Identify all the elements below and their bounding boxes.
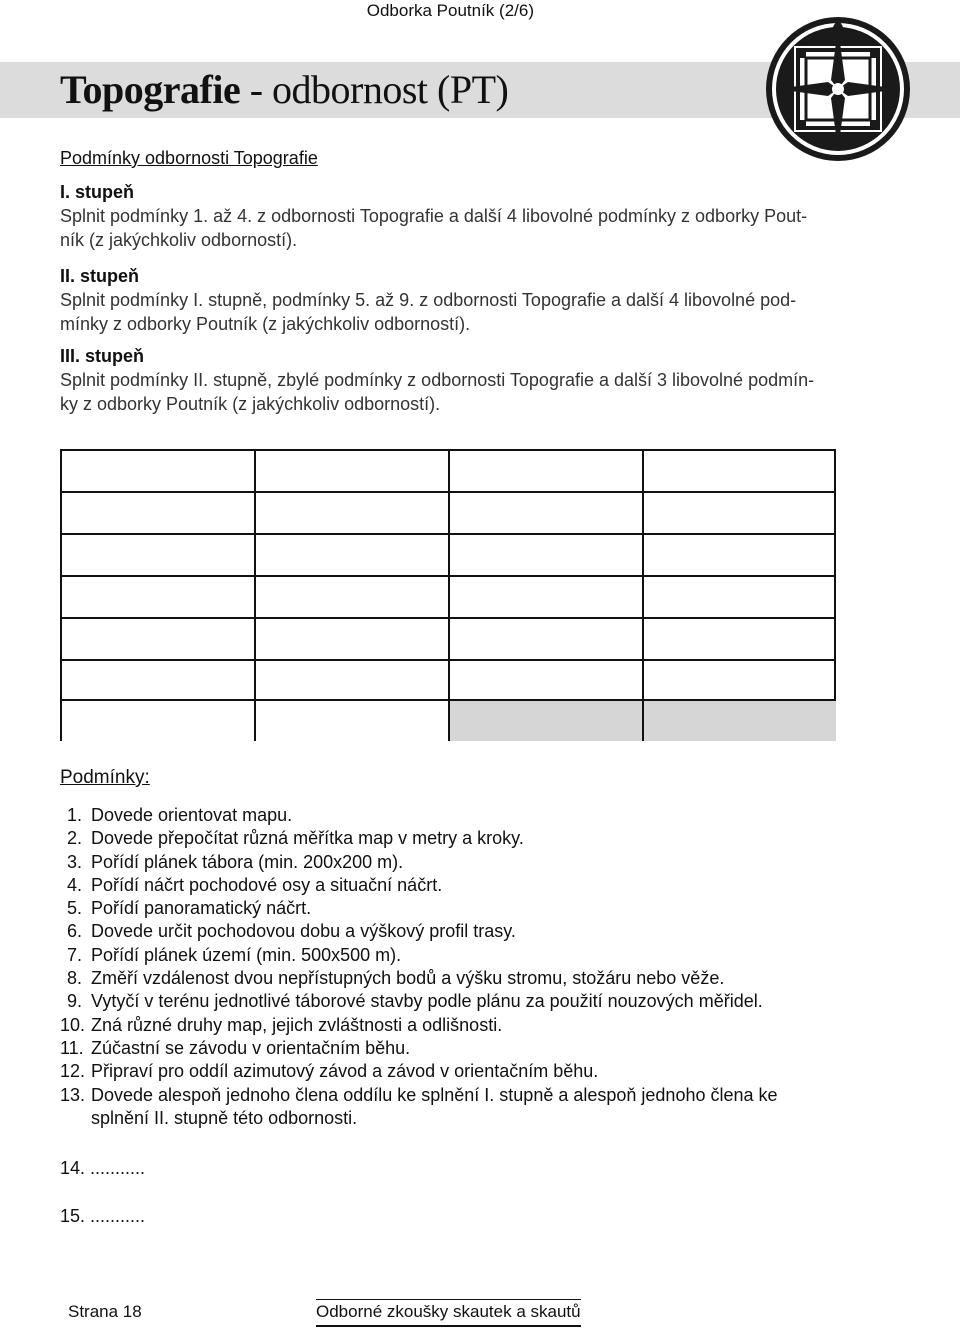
level-3-line: ky z odborky Poutník (z jakýchkoliv odborností). — [60, 394, 441, 414]
grid-cell — [62, 661, 256, 701]
conditions-heading: Podmínky: — [60, 767, 150, 788]
page-number: Strana 18 — [68, 1302, 142, 1321]
grid-cell — [62, 535, 256, 577]
grid-cell — [256, 535, 450, 577]
level-3-line: Splnit podmínky II. stupně, zbylé podmínky z odbornosti Topografie a další 3 libovolné podmín- — [60, 370, 815, 390]
grid-cell — [62, 619, 256, 661]
condition-item: 6. Dovede určit pochodovou dobu a výškový profil trasy. — [66, 921, 516, 942]
condition-item: 1. Dovede orientovat mapu. — [66, 805, 293, 825]
condition-item: 12. Připraví pro oddíl azimutový závod a závod v orientačním běhu. — [60, 1061, 599, 1082]
grid-cell — [644, 577, 836, 619]
book-title: Odborné zkoušky skautek a skautů — [316, 1301, 581, 1327]
level-2 — [60, 264, 840, 336]
level-1 — [60, 180, 840, 252]
extra-condition-14: 14. ........... — [60, 1158, 146, 1178]
grid-cell — [644, 619, 836, 661]
grid-cell — [62, 493, 256, 535]
level-2-line: Splnit podmínky I. stupně, podmínky 5. až 9. z odbornosti Topografie a další 4 libovolné pod- — [60, 290, 797, 310]
grid-cell — [62, 451, 256, 493]
scout-compass-emblem-icon — [760, 14, 916, 164]
condition-item: 9. Vytyčí v terénu jednotlivé táborové stavby podle plánu za použití nouzových měřidel. — [66, 991, 763, 1012]
grid-cell — [256, 619, 450, 661]
grid-cell — [256, 661, 450, 701]
signature-grid — [60, 449, 836, 741]
condition-item: 8. Změří vzdálenost dvou nepřístupných bodů a výšku stromu, stožáru nebo věže. — [66, 968, 725, 989]
grid-cell — [450, 493, 644, 535]
grid-cell — [450, 535, 644, 577]
condition-item: 2. Dovede přepočítat různá měřítka map v metry a kroky. — [66, 828, 524, 849]
grid-cell — [450, 661, 644, 701]
condition-item: 13. Dovede alespoň jednoho člena oddílu ke splnění I. stupně a alespoň jednoho člena ke splnění II. stupně této odbornosti. — [60, 1084, 778, 1128]
condition-item: 4. Pořídí náčrt pochodové osy a situační náčrt. — [66, 874, 443, 895]
level-2-line: mínky z odborky Poutník (z jakýchkoliv odborností). — [60, 314, 471, 334]
condition-item: 10. Zná různé druhy map, jejich zvláštnosti a odlišnosti. — [60, 1014, 503, 1035]
grid-cell — [450, 619, 644, 661]
grid-cell — [256, 493, 450, 535]
section-heading-link: Podmínky odbornosti Topografie — [60, 148, 318, 168]
title-bold: Topografie — [60, 67, 241, 112]
grid-cell — [644, 493, 836, 535]
level-1-heading: I. stupeň — [60, 182, 135, 202]
extra-condition-15: 15. ........... — [60, 1206, 146, 1226]
grid-cell-shaded — [644, 701, 836, 741]
condition-item: 7. Pořídí plánek území (min. 500x500 m). — [66, 944, 402, 965]
grid-cell — [644, 661, 836, 701]
running-header: Odborka Poutník (2/6) — [366, 1, 534, 20]
level-2-heading: II. stupeň — [60, 266, 140, 286]
level-3 — [60, 344, 840, 416]
condition-item: 3. Pořídí plánek tábora (min. 200x200 m). — [66, 851, 404, 872]
page-title — [60, 64, 508, 116]
grid-cell-shaded — [450, 701, 644, 741]
grid-cell — [62, 577, 256, 619]
condition-item: 5. Pořídí panoramatický náčrt. — [66, 898, 312, 919]
level-3-heading: III. stupeň — [60, 346, 145, 366]
title-rest: - odbornost (PT) — [240, 67, 509, 112]
level-1-line: Splnit podmínky 1. až 4. z odbornosti Topografie a další 4 libovolné podmínky z odborky Pout- — [60, 206, 808, 226]
conditions-list — [60, 804, 840, 1130]
grid-cell — [450, 577, 644, 619]
grid-cell — [256, 451, 450, 493]
grid-cell — [450, 451, 644, 493]
grid-cell — [256, 701, 450, 741]
grid-cell — [256, 577, 450, 619]
grid-cell — [644, 451, 836, 493]
level-1-line: ník (z jakýchkoliv odborností). — [60, 230, 298, 250]
condition-item: 11. Zúčastní se závodu v orientačním běhu. — [60, 1037, 411, 1058]
grid-cell — [644, 535, 836, 577]
grid-cell — [62, 701, 256, 741]
